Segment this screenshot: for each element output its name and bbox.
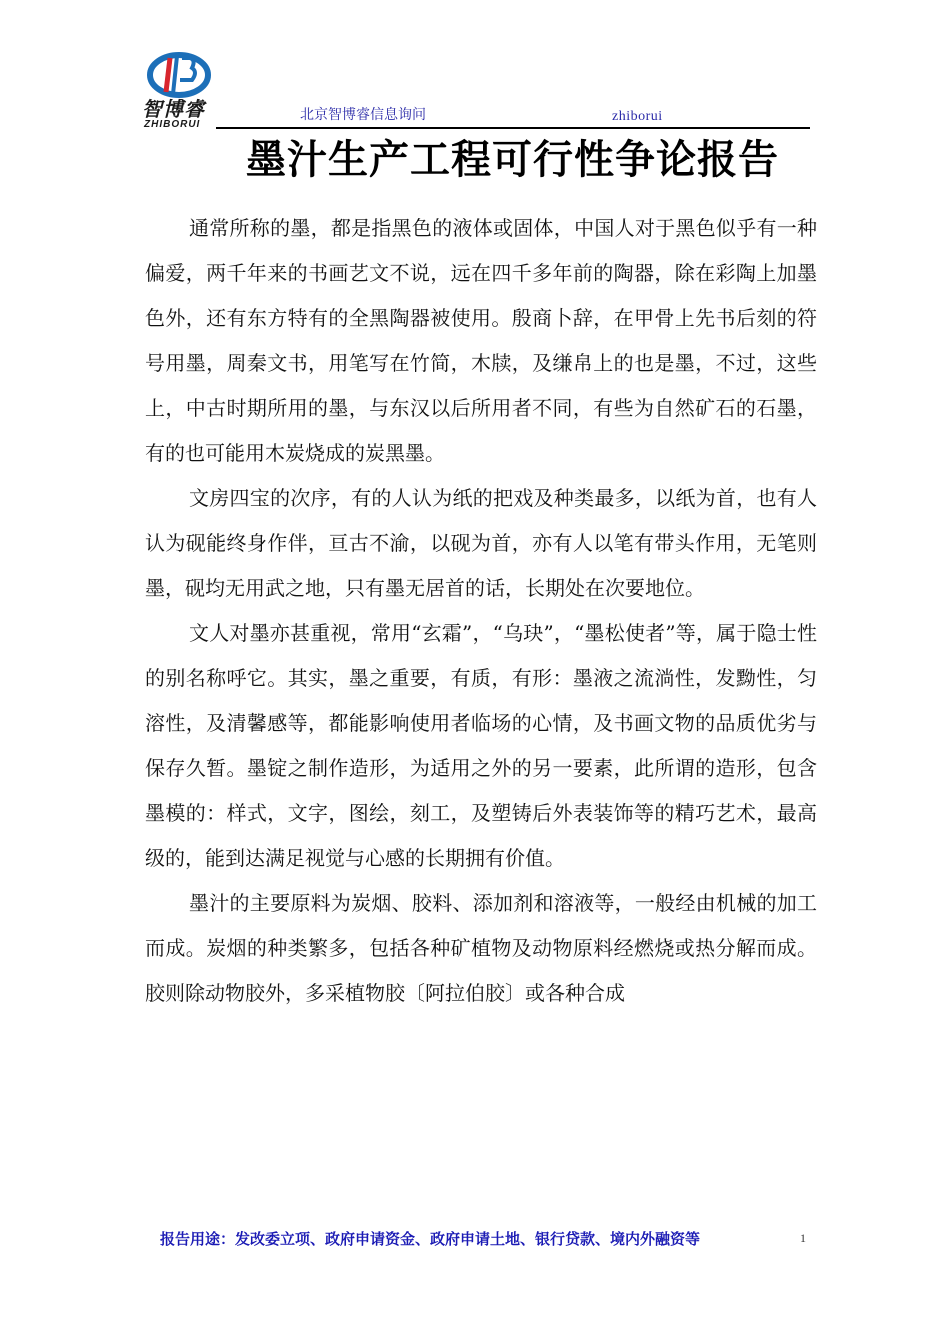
- header-site-name: zhiborui: [612, 109, 663, 124]
- header-company-name: 北京智博睿信息询问: [300, 107, 426, 123]
- header-divider: [216, 127, 810, 129]
- paragraph: 文人对墨亦甚重视，常用“玄霜”，“乌玦”，“墨松使者”等，属于隐士性的别名称呼它。其实，墨之重要，有质，有形：墨液之流淌性，发黝性，匀溶性，及清馨感等，都能影响使用者临场的心情，及书画文物的品质优劣与保存久暂。墨锭之制作造形，为适用之外的另一要素，此所谓的造形，包含墨模的：样式，文字，图绘，刻工，及塑铸后外表装饰等的精巧艺术，最高级的，能到达满足视觉与心感的长期拥有价值。: [145, 621, 817, 870]
- document-body: [145, 206, 817, 1016]
- company-logo: [142, 48, 218, 130]
- document-title: 墨汁生产工程可行性争论报告: [246, 137, 779, 183]
- footer-report-usage: 报告用途：发改委立项、政府申请资金、政府申请土地、银行贷款、境内外融资等: [160, 1230, 701, 1248]
- paragraph: 墨汁的主要原料为炭烟、胶料、添加剂和溶液等，一般经由机械的加工而成。炭烟的种类繁多，包括各种矿植物及动物原料经燃烧或热分解而成。胶则除动物胶外，多采植物胶〔阿拉伯胶〕或各种合成: [145, 891, 817, 1005]
- logo-english-text: ZHIBORUI: [144, 119, 201, 130]
- logo-icon: [146, 48, 212, 100]
- paragraph: 通常所称的墨，都是指黑色的液体或固体，中国人对于黑色似乎有一种偏爱，两千年来的书画艺文不说，远在四千多年前的陶器，除在彩陶上加墨色外，还有东方特有的全黑陶器被使用。殷商卜辞，在甲骨上先书后刻的符号用墨，周秦文书，用笔写在竹简，木牍，及缣帛上的也是墨，不过，这些上，中古时期所用的墨，与东汉以后所用者不同，有些为自然矿石的石墨，有的也可能用木炭烧成的炭黑墨。: [145, 216, 817, 465]
- logo-chinese-text: 智博睿: [142, 97, 205, 121]
- paragraph: 文房四宝的次序，有的人认为纸的把戏及种类最多，以纸为首，也有人认为砚能终身作伴，亘古不渝，以砚为首，亦有人以笔有带头作用，无笔则墨，砚均无用武之地，只有墨无居首的话，长期处在次要地位。: [145, 486, 817, 600]
- page-number: 1: [800, 1231, 806, 1245]
